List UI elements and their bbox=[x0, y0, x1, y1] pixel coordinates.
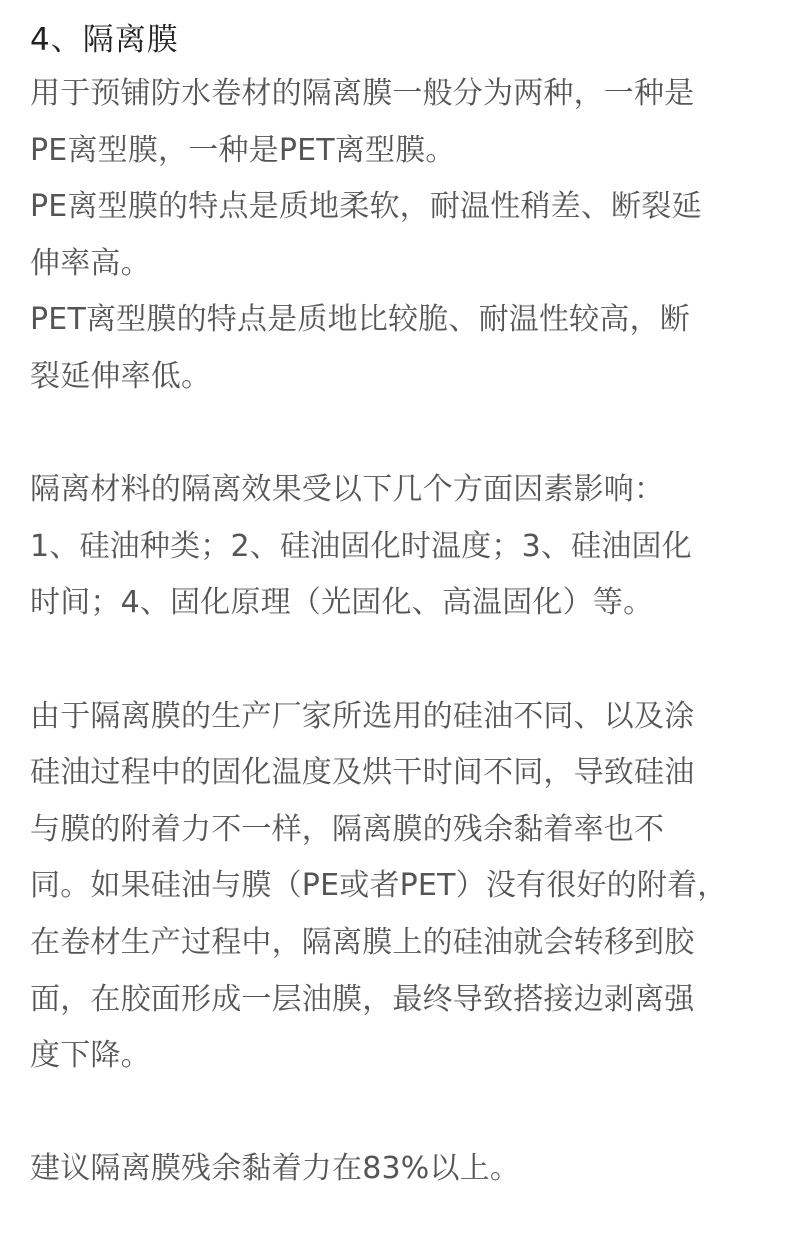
text-line: 伸率高。 bbox=[30, 245, 151, 281]
text-line: PET离型膜的特点是质地比较脆、耐温性较高，断 bbox=[30, 302, 690, 338]
text-line: PE离型膜，一种是PET离型膜。 bbox=[30, 132, 456, 168]
paragraph-influencing-factors bbox=[30, 462, 770, 632]
text-line: 1、硅油种类；2、硅油固化时温度；3、硅油固化 bbox=[30, 528, 692, 564]
text-line: 隔离材料的隔离效果受以下几个方面因素影响： bbox=[30, 472, 665, 508]
text-line: 面，在胶面形成一层油膜，最终导致搭接边剥离强 bbox=[30, 981, 695, 1017]
text-line: PE离型膜的特点是质地柔软，耐温性稍差、断裂延 bbox=[30, 189, 702, 225]
paragraph-membrane-types bbox=[30, 66, 770, 406]
paragraph-spacer bbox=[30, 1085, 770, 1142]
text-line: 由于隔离膜的生产厂家所选用的硅油不同、以及涂 bbox=[30, 698, 695, 734]
text-line: 硅油过程中的固化温度及烘干时间不同，导致硅油 bbox=[30, 755, 695, 791]
section-heading: 4、隔离膜 bbox=[30, 22, 179, 58]
text-line: 度下降。 bbox=[30, 1038, 151, 1074]
article-content bbox=[30, 14, 770, 1198]
text-line: 裂延伸率低。 bbox=[30, 358, 212, 394]
paragraph-silicone-oil-effects bbox=[30, 689, 770, 1085]
text-line: 与膜的附着力不一样，隔离膜的残余黏着率也不 bbox=[30, 811, 665, 847]
text-line: 建议隔离膜残余黏着力在83%以上。 bbox=[30, 1151, 521, 1187]
paragraph-spacer bbox=[30, 406, 770, 463]
paragraph-recommendation bbox=[30, 1141, 770, 1198]
paragraph-spacer bbox=[30, 632, 770, 689]
text-line: 同。如果硅油与膜（PE或者PET）没有很好的附着， bbox=[30, 868, 728, 904]
text-line: 时间；4、固化原理（光固化、高温固化）等。 bbox=[30, 585, 654, 621]
text-line: 用于预铺防水卷材的隔离膜一般分为两种，一种是 bbox=[30, 76, 695, 111]
text-line: 在卷材生产过程中，隔离膜上的硅油就会转移到胶 bbox=[30, 924, 695, 960]
